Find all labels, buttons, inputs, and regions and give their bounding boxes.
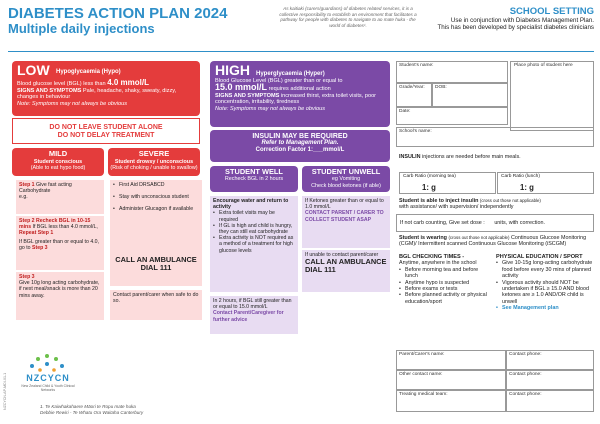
mild-header — [12, 148, 104, 176]
high-bgl-text: Blood Glucose Level (BGL) greater than or equal to — [215, 77, 343, 84]
insulin-text: injections are needed before main meals. — [422, 154, 521, 160]
well-item: • Extra toilet visits may be required — [213, 210, 295, 222]
unwell-box2 — [302, 250, 390, 292]
high-signs-text: increased thirst, extra toilet visits, poor concentration, irritability, tiredness — [215, 92, 377, 106]
date-field[interactable] — [396, 107, 508, 125]
well-item: • If GL is high and child is hungry, they can still eat carbohydrate — [213, 223, 295, 235]
wearing — [399, 235, 594, 248]
unwell-box1-contact: CONTACT PARENT / CARER TO COLLECT STUDENT ASAP — [305, 210, 384, 223]
pe-list — [496, 260, 594, 311]
well-box — [210, 196, 298, 292]
step-3 — [16, 272, 104, 320]
step1-text: Give fast acting Carbohydrate — [19, 182, 72, 195]
able-text: Student is able to inject insulin — [399, 198, 479, 204]
severe-sub1: Student drowsy / unconscious — [114, 158, 194, 165]
well-box-title: Encourage water and return to activity — [213, 198, 289, 211]
step2-text-b: If BGL less than 4.0 mmol/L, — [32, 224, 98, 231]
student-name-label: Student's name: — [399, 63, 434, 68]
mild-sub2: (Able to eat hypo food) — [30, 164, 86, 171]
low-note: Note: Symptoms may not always be obvious — [17, 100, 128, 107]
unwell-ambulance: CALL AN AMBULANCE DIAL 111 — [305, 257, 387, 275]
school-text-2: This has been developed by specialist diabetes clinicians — [437, 24, 594, 32]
team-field[interactable] — [396, 390, 506, 412]
insulin-title: INSULIN MAY BE REQUIRED — [252, 133, 348, 140]
unwell-box1 — [302, 196, 390, 248]
logo-sub: New Zealand Child & Youth Clinical Networks — [21, 384, 75, 392]
unwell-title: STUDENT UNWELL — [311, 167, 381, 176]
ratio-lunch-value: 1: g — [520, 183, 534, 192]
low-ambulance: CALL AN AMBULANCE DIAL 111 — [115, 255, 197, 272]
wearing-small: (cross out those not applicable) — [448, 235, 510, 240]
student-well-header — [210, 166, 298, 192]
step2-text-a: Recheck BGL in 10-15 mins — [19, 218, 91, 231]
contact-phone2-label: Contact phone: — [509, 372, 542, 377]
quote: As kaitiaki (carers/guardians) of diabetes related services, it is a collective responsibility to establish an environment that facilitates a pathway for people with diabetes to navigate to ao mate huka - the world of diabetes¹. — [279, 6, 417, 28]
photo-label: Place photo of student here — [514, 63, 573, 68]
unwell-box2-text: If unable to contact parent/carer — [305, 252, 379, 258]
footer-ref2: Debbie Rewiri - Te Whatu Ora Waitaha Canterbury — [40, 409, 144, 415]
contact-phone3-label: Contact phone: — [509, 392, 542, 397]
low-title: LOW — [17, 62, 50, 78]
able-small: (cross out those not applicable) — [479, 198, 541, 203]
step2-goto: Step 3 — [32, 244, 48, 251]
set-dose-field[interactable] — [396, 214, 594, 232]
severe-sub2: (Risk of choking / unable to swallow) — [110, 164, 198, 171]
check-item: • Before planned activity or physical education/sport — [399, 292, 491, 305]
step1-label: Step 1 — [19, 182, 35, 188]
wearing-text: Continuous Glucose Monitoring (CGM)/ Intermittent scanned Continuous Glucose Monitoring (iSCGM) — [399, 235, 587, 248]
other-contact-label: Other contact name: — [399, 372, 443, 377]
parent-name-label: Parent/Carer's name: — [399, 352, 445, 357]
step1-eg: e.g. — [19, 194, 28, 201]
logo-text: NZCYCN — [26, 373, 70, 383]
ratio-morning-label: Carb Ratio (morning tea) — [403, 174, 456, 179]
severe-item: • Administer Glucagon if available — [113, 206, 199, 212]
notcarb-units: units, with correction. — [494, 220, 545, 226]
able-inject — [399, 198, 594, 211]
unwell-box1-text: If Ketones greater than or equal to 1.0 mmol/L — [305, 198, 384, 211]
well-box2-text: In 2 hours, if BGL still greater than or equal to 15.0 mmol/L — [213, 298, 292, 311]
low-subtitle: Hypoglycaemia (Hypo) — [56, 69, 121, 75]
severe-header — [108, 148, 200, 176]
insulin-line — [399, 154, 594, 160]
high-signs-title: SIGNS AND SYMPTOMS — [215, 92, 280, 99]
high-signs — [215, 93, 385, 106]
low-signs-text: Pale, headache, shaky, sweaty, dizzy, changes in behaviour — [17, 87, 177, 101]
page-title: DIABETES ACTION PLAN 2024 — [8, 5, 228, 22]
school-setting — [430, 6, 594, 31]
high-panel — [210, 61, 390, 127]
step3-text: Give 10g long acting carbohydrate, if next meal/snack is more than 20 mins away. — [19, 280, 100, 299]
pe-item: • Vigorous activity should NOT be undertaken if BGL ≥ 15.0 AND blood ketones are ≥ 1.0 AND/OR child is unwell — [496, 280, 594, 306]
pe-item: • See Management plan — [496, 305, 594, 311]
step2-label: Step 2 — [19, 218, 35, 224]
other-contact-field[interactable] — [396, 370, 506, 390]
school-name-label: School's name: — [399, 129, 432, 134]
well-box2 — [210, 296, 298, 334]
check-item: • Anytime hypo is suspected — [399, 280, 491, 286]
low-bgl-value: 4.0 mmol/L — [107, 78, 149, 87]
well-title: STUDENT WELL — [225, 167, 283, 176]
header-divider — [8, 51, 594, 52]
low-bgl-text: Blood glucose level (BGL) less than — [17, 81, 106, 87]
mild-title: MILD — [48, 149, 68, 158]
student-unwell-header — [302, 166, 390, 192]
insulin-bold: INSULIN — [399, 154, 421, 160]
school-setting-title: SCHOOL SETTING — [509, 6, 594, 17]
notcarb-label: If not carb counting, Give set dose : — [400, 220, 485, 226]
footer-ref1: 1. Te Kaiwhakahaere Māori te Ropu mate huka — [40, 404, 136, 409]
dob-label: DOB: — [435, 85, 447, 90]
high-bgl-suffix: requires additional action — [268, 86, 331, 93]
page-subtitle: Multiple daily injections — [8, 21, 155, 36]
dob-field[interactable] — [432, 83, 508, 107]
severe-item: • First Aid DRSABCD — [113, 182, 199, 188]
well-box2-contact: Contact Parent/Caregiver for further advice — [213, 310, 284, 323]
well-item: • Extra activity is NOT required as a method of a treatment for high glucose levels — [213, 235, 295, 254]
high-subtitle: Hyperglycaemia (Hyper) — [256, 71, 325, 77]
insulin-cf: Correction Factor 1:___mmol/L — [255, 147, 345, 153]
footer-refs — [40, 404, 240, 415]
school-text-1: Use in conjunction with Diabetes Management Plan. — [450, 17, 594, 24]
school-name-field[interactable] — [396, 127, 594, 147]
low-warning — [12, 118, 200, 144]
unwell-sub1: eg Vomiting — [331, 176, 361, 183]
severe-contact: Contact parent/carer when safe to do so. — [110, 290, 202, 320]
ratio-morning[interactable] — [399, 172, 496, 194]
severe-title: SEVERE — [138, 149, 170, 158]
contact-phone-field[interactable] — [506, 350, 594, 370]
well-sub: Recheck BGL in 2 hours — [224, 176, 284, 183]
ratio-lunch-label: Carb Ratio (lunch) — [501, 174, 540, 179]
severe-list — [113, 182, 199, 213]
pe-item: • Give 10-15g long-acting carbohydrate food before every 30 mins of planned activity — [496, 260, 594, 279]
student-name-field[interactable] — [396, 61, 508, 83]
step-1 — [16, 180, 104, 214]
insulin-panel — [210, 130, 390, 162]
contact-phone-label: Contact phone: — [509, 352, 542, 357]
step2-text-c: If BGL greater than or equal to 4.0, go to — [19, 238, 99, 251]
step2-repeat: Repeat Step 1 — [19, 230, 54, 237]
high-title: HIGH — [215, 62, 250, 78]
check-item: • Before morning tea and before lunch — [399, 267, 491, 280]
low-signs — [17, 88, 195, 101]
photo-placeholder — [510, 61, 594, 131]
physical-education — [496, 254, 594, 312]
low-bgl — [17, 80, 195, 88]
contact-phone3-field[interactable] — [506, 390, 594, 412]
severe-item: • Stay with unconscious student — [113, 194, 199, 200]
step-2 — [16, 216, 104, 270]
pe-title: PHYSICAL EDUCATION / SPORT — [496, 254, 583, 260]
low-panel — [12, 61, 200, 116]
wearing-bold: Student is wearing — [399, 235, 447, 241]
check-item: • Before exams or tests — [399, 286, 491, 292]
high-bgl-value: 15.0 mmol/L — [215, 82, 268, 93]
high-note: Note: Symptoms may not always be obvious — [215, 105, 326, 112]
step3-label: Step 3 — [19, 274, 35, 280]
check-sub: Anytime, anywhere in the school — [399, 260, 477, 267]
low-warning-2: DO NOT DELAY TREATMENT — [57, 132, 155, 139]
ratio-lunch[interactable] — [497, 172, 594, 194]
contact-phone2-field[interactable] — [506, 370, 594, 390]
unwell-sub2: Check blood ketones (if able) — [311, 182, 381, 189]
bgl-checking — [399, 254, 491, 305]
team-label: Treating medical team: — [399, 392, 448, 397]
year-field[interactable] — [396, 83, 432, 107]
check-title: BGL CHECKING TIMES - — [399, 254, 465, 260]
check-list — [399, 267, 491, 305]
year-label: Grade/Year: — [399, 85, 425, 90]
able-text2: with assistance/ with supervision/ independently — [399, 204, 514, 211]
footer-code: NZCYCN-AP-MDI-01-1 — [3, 372, 7, 410]
ratio-morning-value: 1: g — [422, 183, 436, 192]
well-list — [213, 210, 295, 253]
parent-name-field[interactable] — [396, 350, 506, 370]
date-label: Date: — [399, 109, 411, 114]
insulin-ref: Refer to Management Plan. — [261, 140, 339, 146]
low-signs-title: SIGNS AND SYMPTOMS — [17, 87, 82, 94]
mild-sub1: Student conscious — [33, 158, 83, 165]
low-warning-1: DO NOT LEAVE STUDENT ALONE — [49, 124, 163, 131]
